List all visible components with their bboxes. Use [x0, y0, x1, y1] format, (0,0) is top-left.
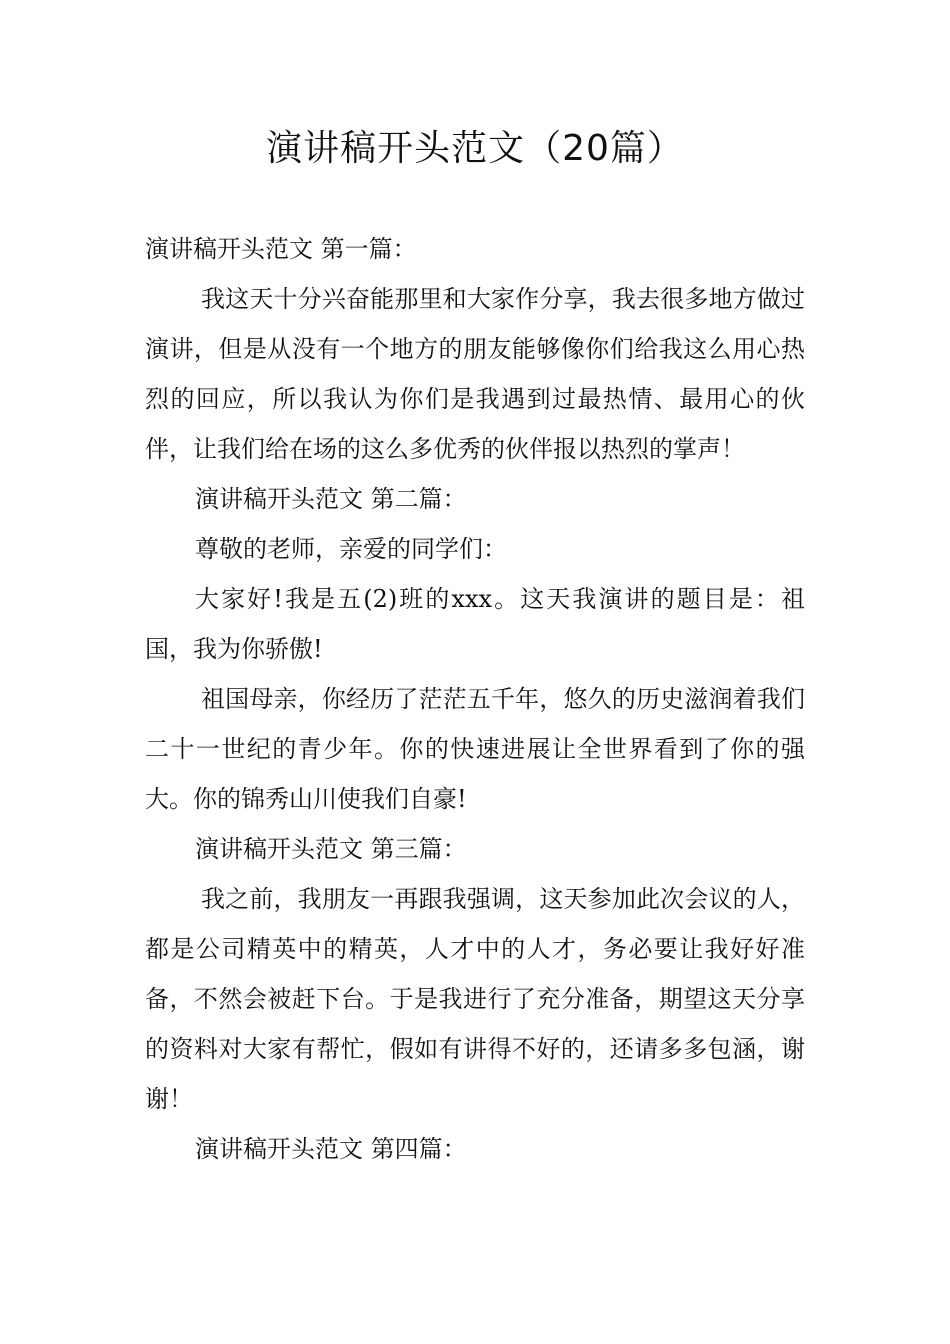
document-title: 演讲稿开头范文（20篇） — [266, 128, 684, 169]
section-heading-3: 演讲稿开头范文 第三篇： — [195, 835, 467, 863]
section-heading-1: 演讲稿开头范文 第一篇： — [145, 235, 417, 263]
paragraph-1: 我这天十分兴奋能那里和大家作分享，我去很多地方做过演讲，但是从没有一个地方的朋友能够像你们给我这么用心热烈的回应，所以我认为你们是我遇到过最热情、最用心的伙伴，让我们给在场的这么多优秀的伙伴报以热烈的掌声！ — [145, 285, 805, 463]
section-heading-4: 演讲稿开头范文 第四篇： — [195, 1135, 467, 1163]
document-body — [145, 224, 805, 1174]
paragraph-3: 祖国母亲，你经历了茫茫五千年，悠久的历史滋润着我们二十一世纪的青少年。你的快速进展让全世界看到了你的强大。你的锦秀山川使我们自豪! — [145, 685, 805, 813]
salutation: 尊敬的老师，亲爱的同学们： — [195, 535, 507, 563]
paragraph-2: 大家好!我是五(2)班的xxx。这天我演讲的题目是：祖国，我为你骄傲! — [145, 585, 805, 663]
section-heading-2: 演讲稿开头范文 第二篇： — [195, 485, 467, 513]
paragraph-4: 我之前，我朋友一再跟我强调，这天参加此次会议的人，都是公司精英中的精英，人才中的人才，务必要让我好好准备，不然会被赶下台。于是我进行了充分准备，期望这天分享的资料对大家有帮忙，假如有讲得不好的，还请多多包涵，谢谢！ — [145, 885, 805, 1113]
